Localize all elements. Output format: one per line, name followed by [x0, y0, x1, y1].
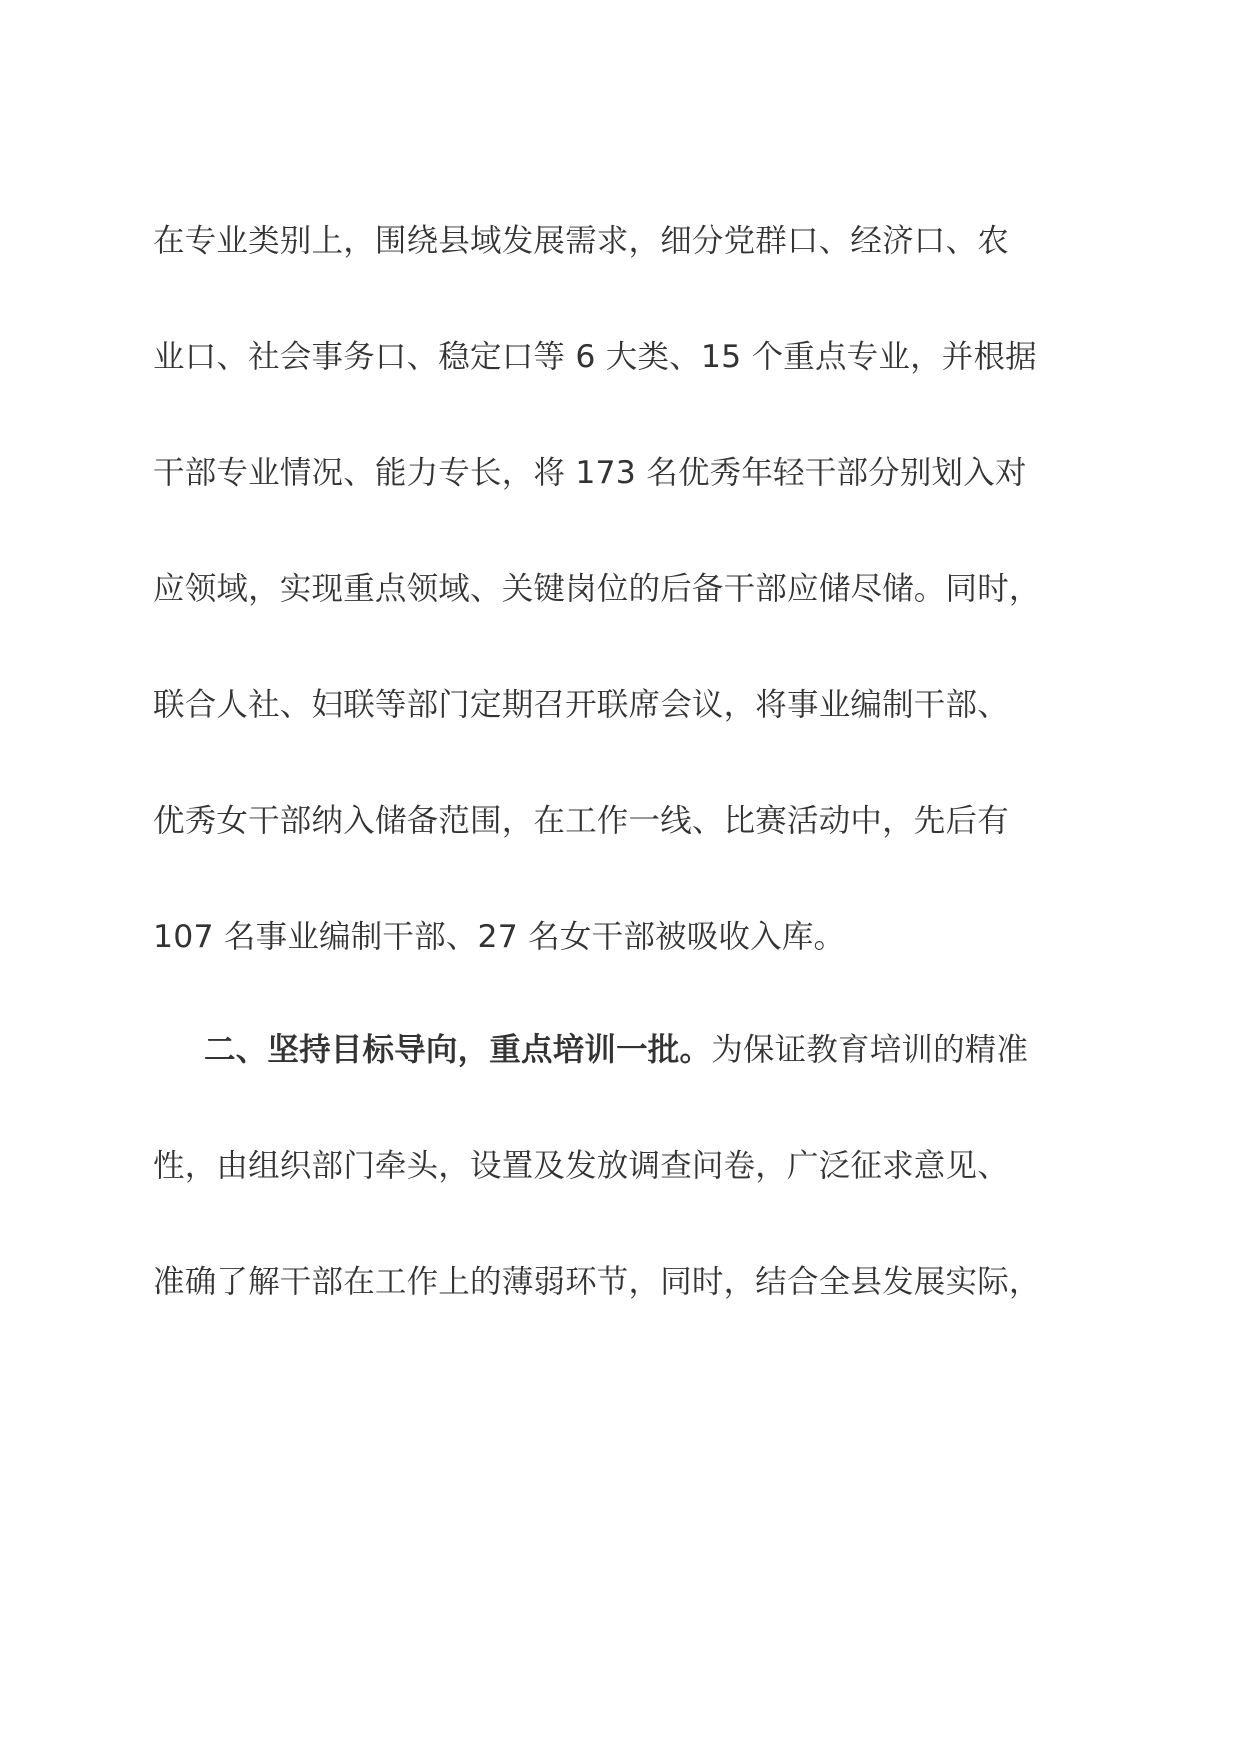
section-heading: 二、坚持目标导向，重点培训一批。 [204, 1032, 712, 1068]
paragraph-2-line-2: 性，由组织部门牵头，设置及发放调查问卷，广泛征求意见、 [153, 1148, 1009, 1184]
paragraph-1-line-6: 优秀女干部纳入储备范围，在工作一线、比赛活动中，先后有 [153, 803, 1009, 839]
paragraph-1-line-5: 联合人社、妇联等部门定期召开联席会议，将事业编制干部、 [153, 687, 1009, 723]
paragraph-1-line-2: 业口、社会事务口、稳定口等 6 大类、15 个重点专业，并根据 [153, 339, 1037, 375]
paragraph-1-line-3: 干部专业情况、能力专长，将 173 名优秀年轻干部分别划入对 [153, 455, 1027, 491]
paragraph-1-line-4: 应领域，实现重点领域、关键岗位的后备干部应储尽储。同时， [153, 571, 1041, 607]
paragraph-1-line-1: 在专业类别上，围绕县域发展需求，细分党群口、经济口、农 [153, 223, 1009, 259]
paragraph-2-line-3: 准确了解干部在工作上的薄弱环节，同时，结合全县发展实际， [153, 1264, 1041, 1300]
paragraph-2-line-1-text: 为保证教育培训的精准 [711, 1032, 1029, 1068]
paragraph-1-line-7: 107 名事业编制干部、27 名女干部被吸收入库。 [153, 919, 846, 955]
paragraph-2-line-1 [204, 1028, 1164, 1072]
